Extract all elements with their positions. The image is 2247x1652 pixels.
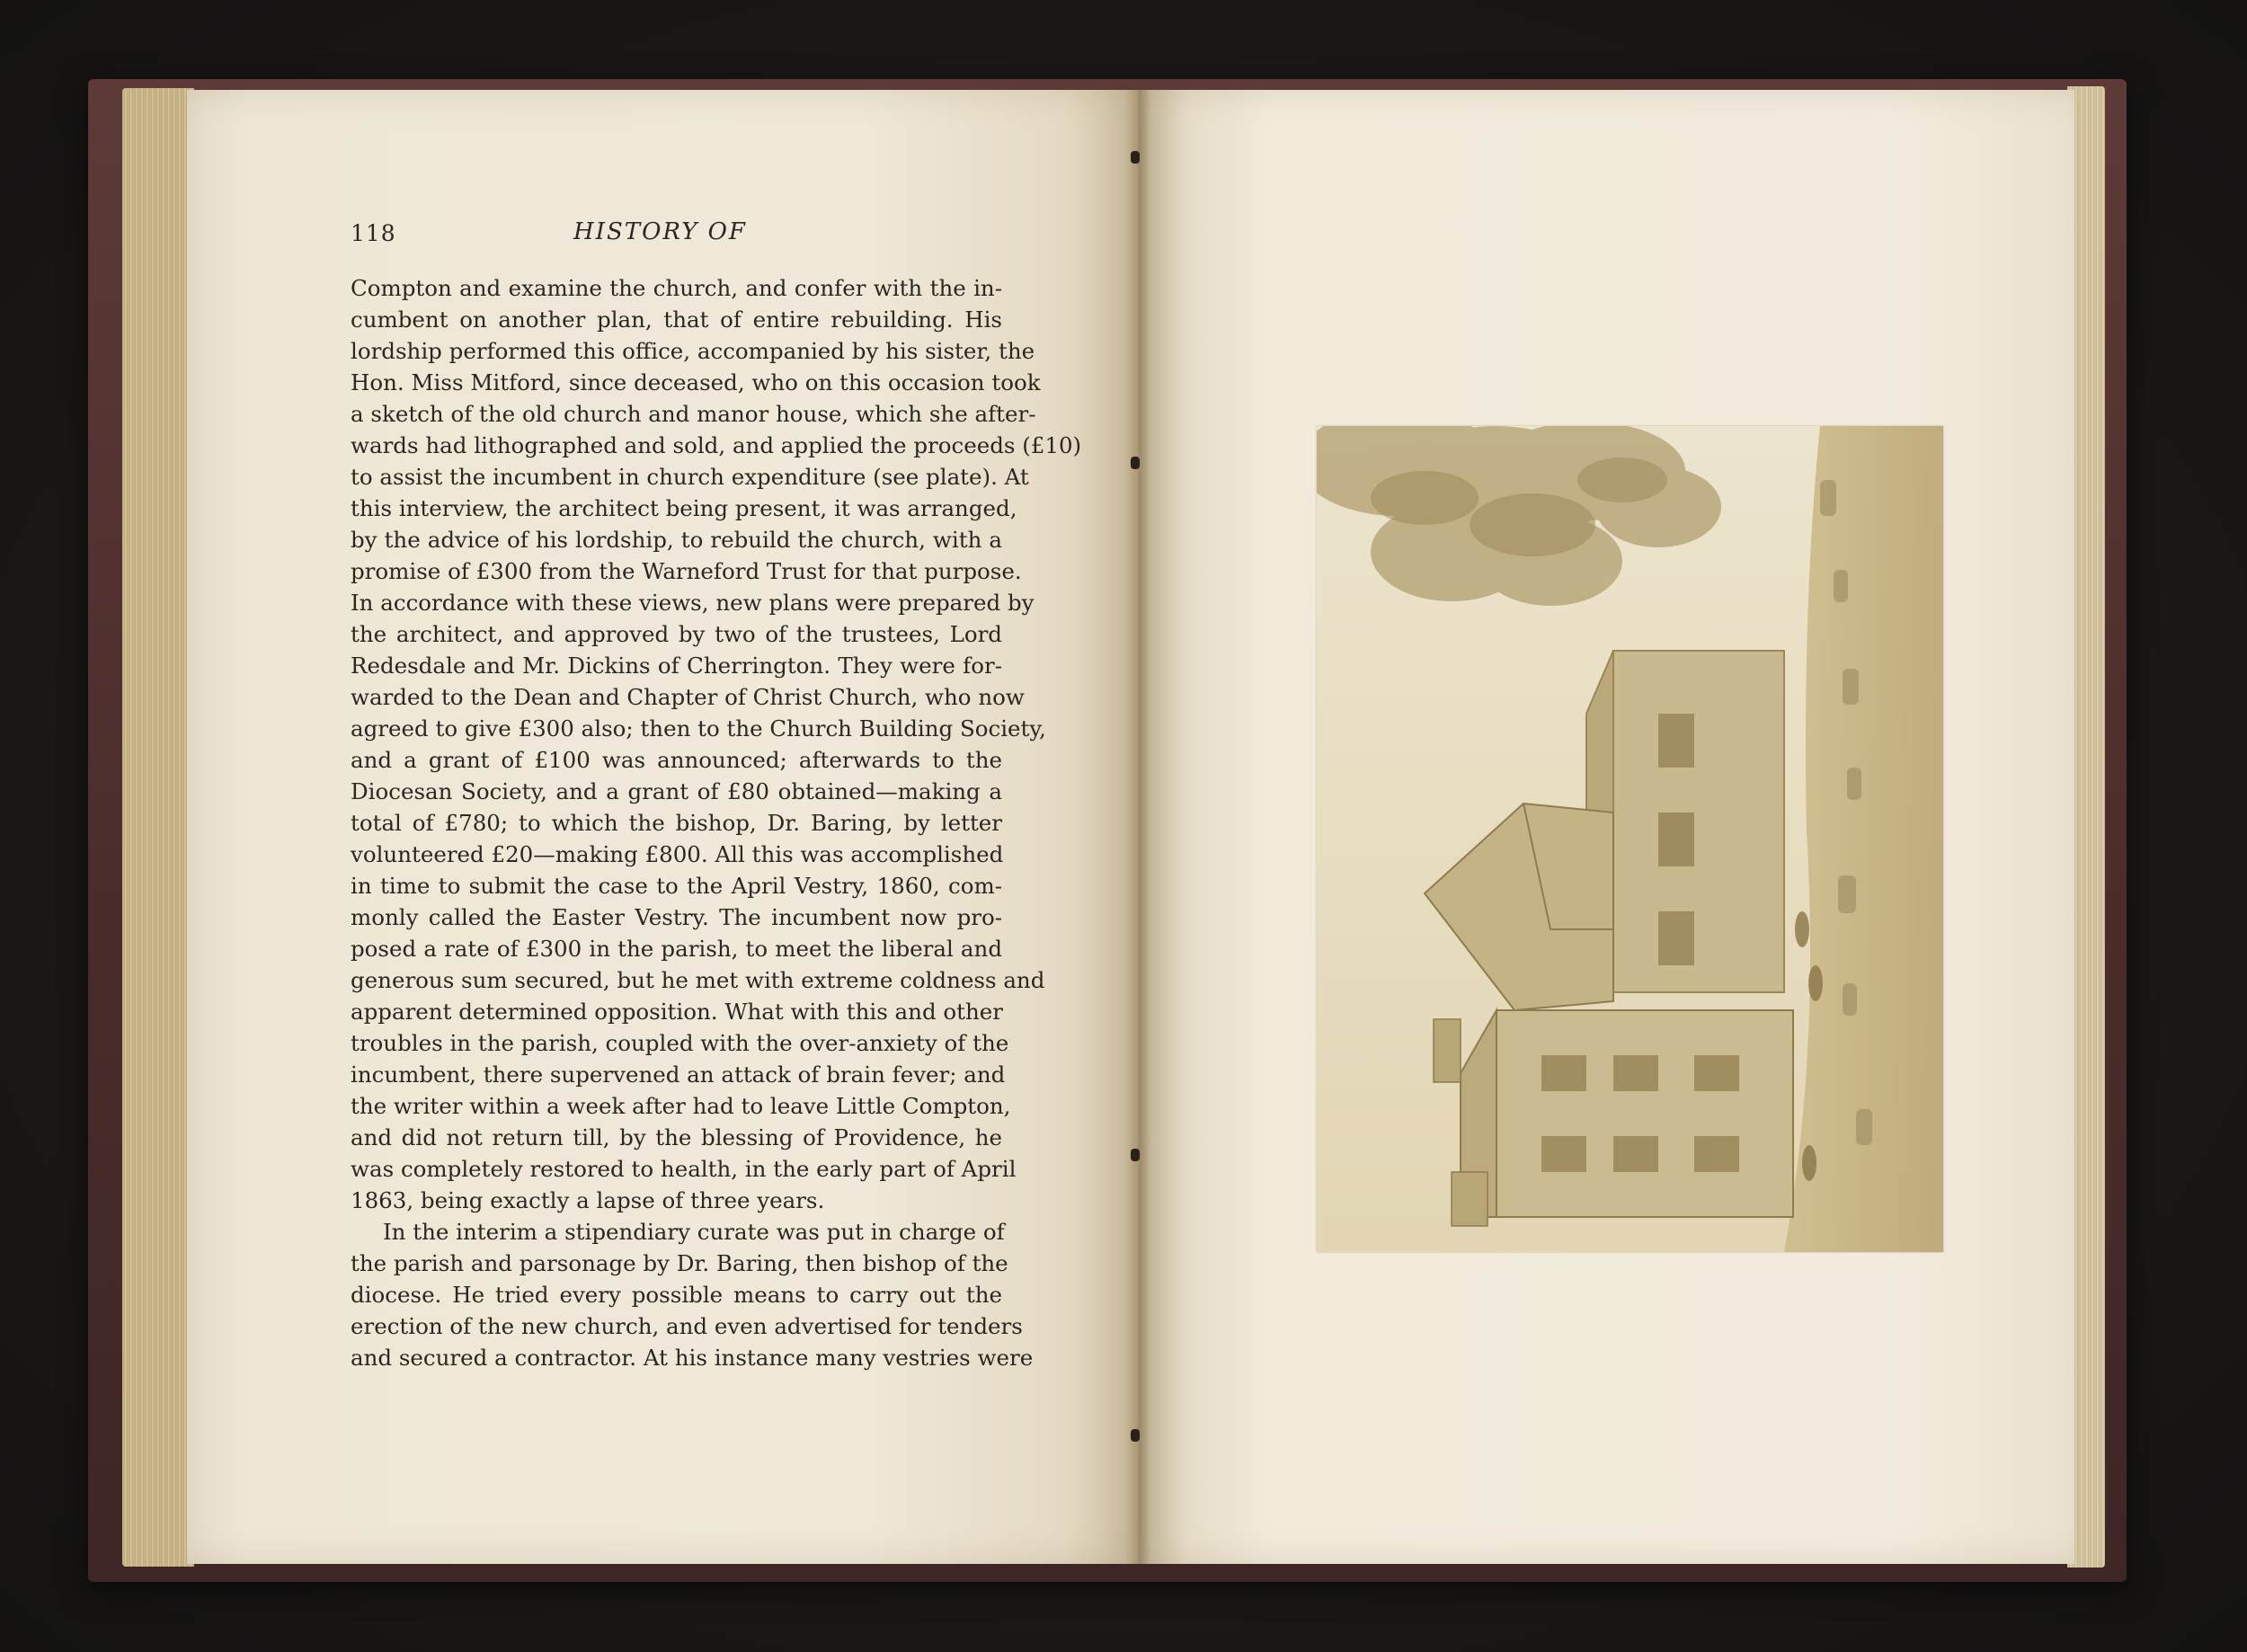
text-line: In accordance with these views, new plans were prepared by [351,590,1035,616]
text-line: and a grant of £100 was announced; afterwards to the [351,747,1002,773]
text-line: wards had lithographed and sold, and applied the proceeds (£10) [351,432,1082,458]
text-line: cumbent on another plan, that of entire rebuilding. His [351,306,1002,333]
body-text [351,272,1082,1373]
page-edges-left [122,88,194,1567]
binding-stitch [1131,151,1140,164]
text-line: and secured a contractor. At his instance many vestries were [351,1345,1034,1371]
church-illustration [1317,426,1943,1252]
text-line: the writer within a week after had to leave Little Compton, [351,1093,1011,1119]
text-line: incumbent, there supervened an attack of brain fever; and [351,1061,1006,1088]
binding-stitch [1131,1149,1140,1161]
text-line: apparent determined opposition. What with this and other [351,999,1004,1025]
text-line: In the interim a stipendiary curate was put in charge of [383,1219,1005,1245]
text-line: troubles in the parish, coupled with the over-anxiety of the [351,1030,1009,1056]
book-gutter [1125,90,1150,1564]
text-line: this interview, the architect being present, it was arranged, [351,495,1017,521]
page-number: 118 [351,220,396,246]
text-line: warded to the Dean and Chapter of Christ Church, who now [351,684,1025,710]
text-line: was completely restored to health, in the early part of April [351,1156,1017,1182]
photographic-plate [1317,426,1943,1252]
text-line: to assist the incumbent in church expenditure (see plate). At [351,464,1029,490]
text-line: total of £780; to which the bishop, Dr. Baring, by letter [351,810,1002,836]
page-header [351,220,998,256]
binding-stitch [1131,457,1140,469]
text-line: Hon. Miss Mitford, since deceased, who on this occasion took [351,369,1041,395]
text-line: diocese. He tried every possible means to carry out the [351,1282,1002,1308]
binding-stitch [1131,1429,1140,1442]
text-line: and did not return till, by the blessing of Providence, he [351,1124,1002,1150]
text-line: generous sum secured, but he met with extreme coldness and [351,967,1045,993]
text-line: in time to submit the case to the April Vestry, 1860, com- [351,873,1002,899]
text-line: lordship performed this office, accompanied by his sister, the [351,338,1035,364]
text-line: promise of £300 from the Warneford Trust for that purpose. [351,558,1022,584]
text-line: the parish and parsonage by Dr. Baring, then bishop of the [351,1250,1008,1276]
text-line: Compton and examine the church, and confer with the in- [351,275,1002,301]
text-line: 1863, being exactly a lapse of three years. [351,1187,825,1213]
text-line: by the advice of his lordship, to rebuild the church, with a [351,527,1002,553]
text-line: Diocesan Society, and a grant of £80 obtained—making a [351,778,1002,804]
text-line: a sketch of the old church and manor house, which she after- [351,401,1036,427]
text-line: agreed to give £300 also; then to the Church Building Society, [351,715,1046,742]
text-line: Redesdale and Mr. Dickins of Cherrington. They were for- [351,653,1002,679]
running-head: HISTORY OF [573,218,747,245]
text-line: monly called the Easter Vestry. The incumbent now pro- [351,904,1002,930]
text-line: volunteered £20—making £800. All this was accomplished [351,841,1004,867]
text-line: posed a rate of £300 in the parish, to meet the liberal and [351,936,1002,962]
text-line: erection of the new church, and even advertised for tenders [351,1313,1023,1339]
text-line: the architect, and approved by two of the trustees, Lord [351,621,1002,647]
